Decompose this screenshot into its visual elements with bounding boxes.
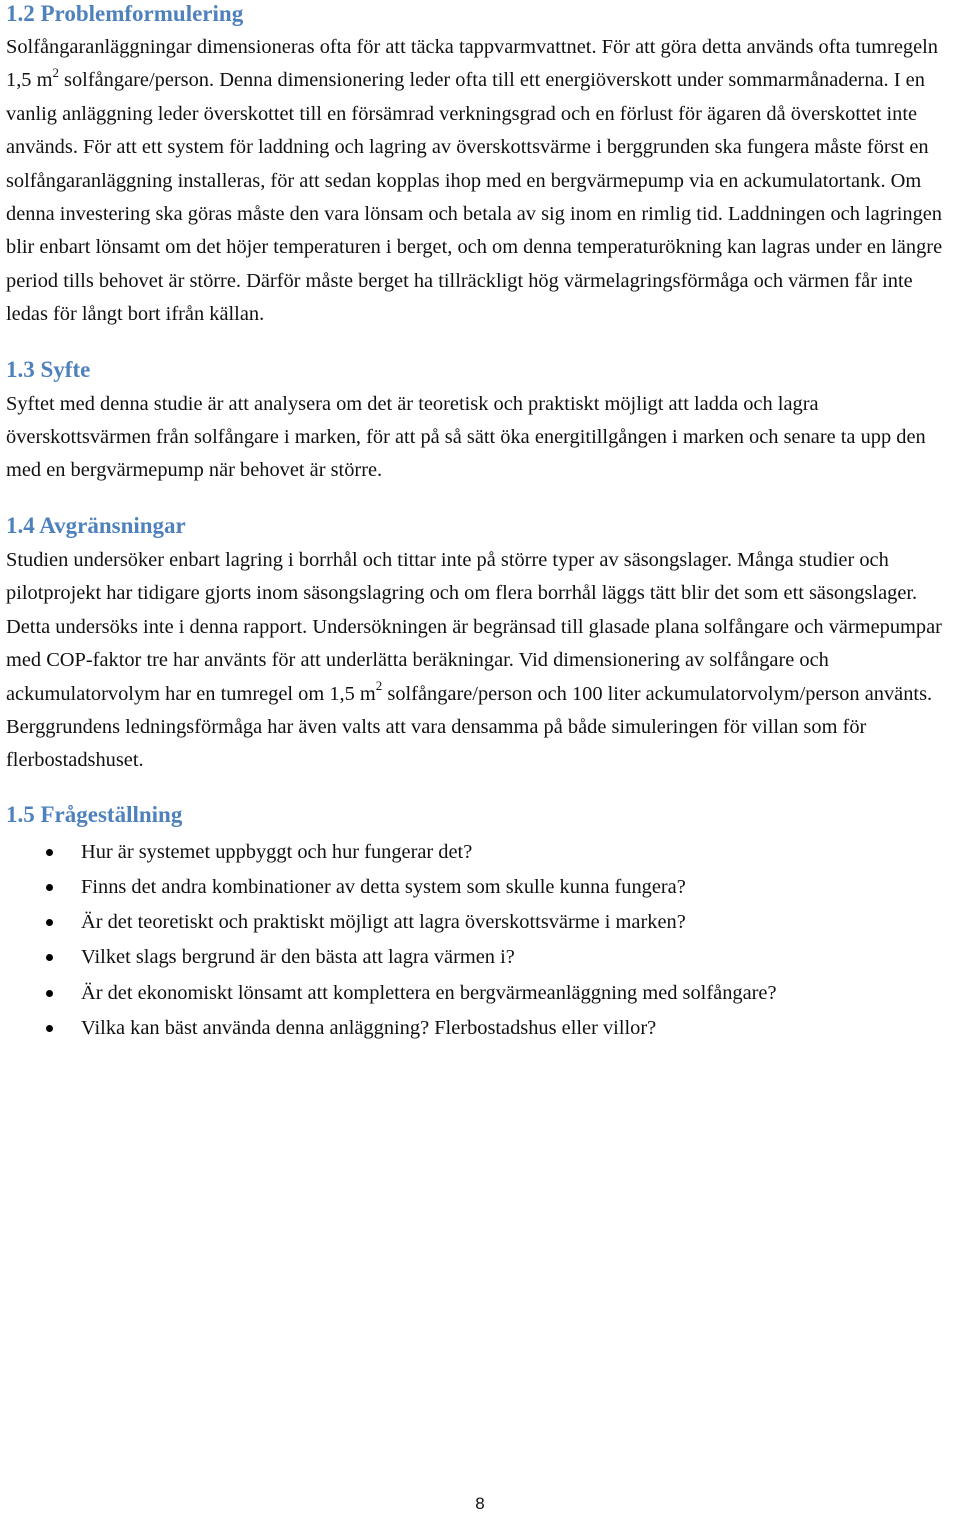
list-item-text: Hur är systemet uppbyggt och hur fungerar det?	[81, 840, 473, 863]
list-item-text: Finns det andra kombinationer av detta system som skulle kunna fungera?	[81, 875, 686, 898]
section-purpose	[6, 356, 956, 488]
section-problem-formulation	[6, 0, 956, 332]
section-heading: 1.3 Syfte	[6, 356, 91, 382]
list-item	[6, 1011, 956, 1046]
bullet-icon	[46, 990, 53, 997]
bullet-icon	[46, 884, 53, 891]
section-paragraph: Syftet med denna studie är att analysera om det är teoretisk och praktiskt möjligt att ladda och lagra överskottsvärmen från solfångare i marken, för att på så sätt öka energitillgången i marken och senare ta upp den med en bergvärmepump när behovet är större.	[6, 392, 926, 482]
section-heading: 1.4 Avgränsningar	[6, 512, 186, 538]
list-item-text: Är det ekonomiskt lönsamt att komplettera en bergvärmeanläggning med solfångare?	[81, 981, 777, 1004]
bullet-icon	[46, 954, 53, 961]
list-item-text: Vilka kan bäst använda denna anläggning? Flerbostadshus eller villor?	[81, 1016, 657, 1039]
list-item-text: Är det teoretiskt och praktiskt möjligt att lagra överskottsvärme i marken?	[81, 911, 686, 934]
section-heading: 1.5 Frågeställning	[6, 801, 183, 827]
paragraph-text: solfångare/person. Denna dimensionering leder ofta till ett energiöverskott under sommarmånaderna. I en vanlig anläggning leder överskottet till en försämrad verkningsgrad och en förlust för ägaren då överskottet inte används. För att ett system för laddning och lagring av överskottsvärme i berggrunden ska fungera måste först en solfångaranläggning installeras, för att sedan kopplas ihop med en bergvärmepump via en ackumulatortank. Om denna investering ska göras måste den vara lönsam och betala av sig inom en rimlig tid. Laddningen och lagringen blir enbart lönsamt om det höjer temperaturen i berget, och om denna temperaturökning kan lagras under en längre period tills behovet är större. Därför måste berget ha tillräckligt hög värmelagringsförmåga och värmen får inte ledas för långt bort ifrån källan.	[6, 69, 943, 326]
section-paragraph	[6, 31, 956, 332]
section-research-questions	[6, 801, 956, 1046]
paragraph-text: Solfångaranläggningar dimensioneras ofta för att täcka tappvarmvattnet. För att göra detta används ofta tumregeln 1,5 m	[6, 36, 938, 92]
bullet-icon	[46, 919, 53, 926]
bullet-icon	[46, 849, 53, 856]
superscript-2: 2	[375, 677, 383, 693]
page-number: 8	[475, 1494, 485, 1513]
document-page	[6, 0, 956, 1046]
paragraph-text: Studien undersöker enbart lagring i borrhål och tittar inte på större typer av säsongslager. Många studier och pilotprojekt har tidigare gjorts inom säsongslagring och om flera borrhål läggs tätt blir det som ett säsongslager. Detta undersöks inte i denna rapport. Undersökningen är begränsad till glasade plana solfångare och värmepumpar med COP-faktor tre har använts för att underlätta beräkningar. Vid dimensionering av solfångare och ackumulatorvolym har en tumregel om 1,5 m	[6, 548, 942, 705]
list-item-text: Vilket slags bergrund är den bästa att lagra värmen i?	[81, 946, 515, 969]
section-limitations	[6, 512, 956, 778]
paragraph-text: solfångare/person och 100 liter ackumulatorvolym/person använts. Berggrundens ledningsförmåga har även valts att vara densamma på både simuleringen för villan som för flerbostadshuset.	[6, 682, 933, 772]
question-list	[6, 835, 956, 1046]
superscript-2: 2	[52, 64, 59, 80]
list-item	[6, 905, 956, 940]
list-item	[6, 976, 956, 1011]
list-item	[6, 940, 956, 975]
list-item	[6, 835, 956, 870]
section-heading: 1.2 Problemformulering	[6, 1, 244, 26]
list-item	[6, 870, 956, 905]
section-paragraph	[6, 544, 956, 778]
bullet-icon	[46, 1025, 53, 1032]
